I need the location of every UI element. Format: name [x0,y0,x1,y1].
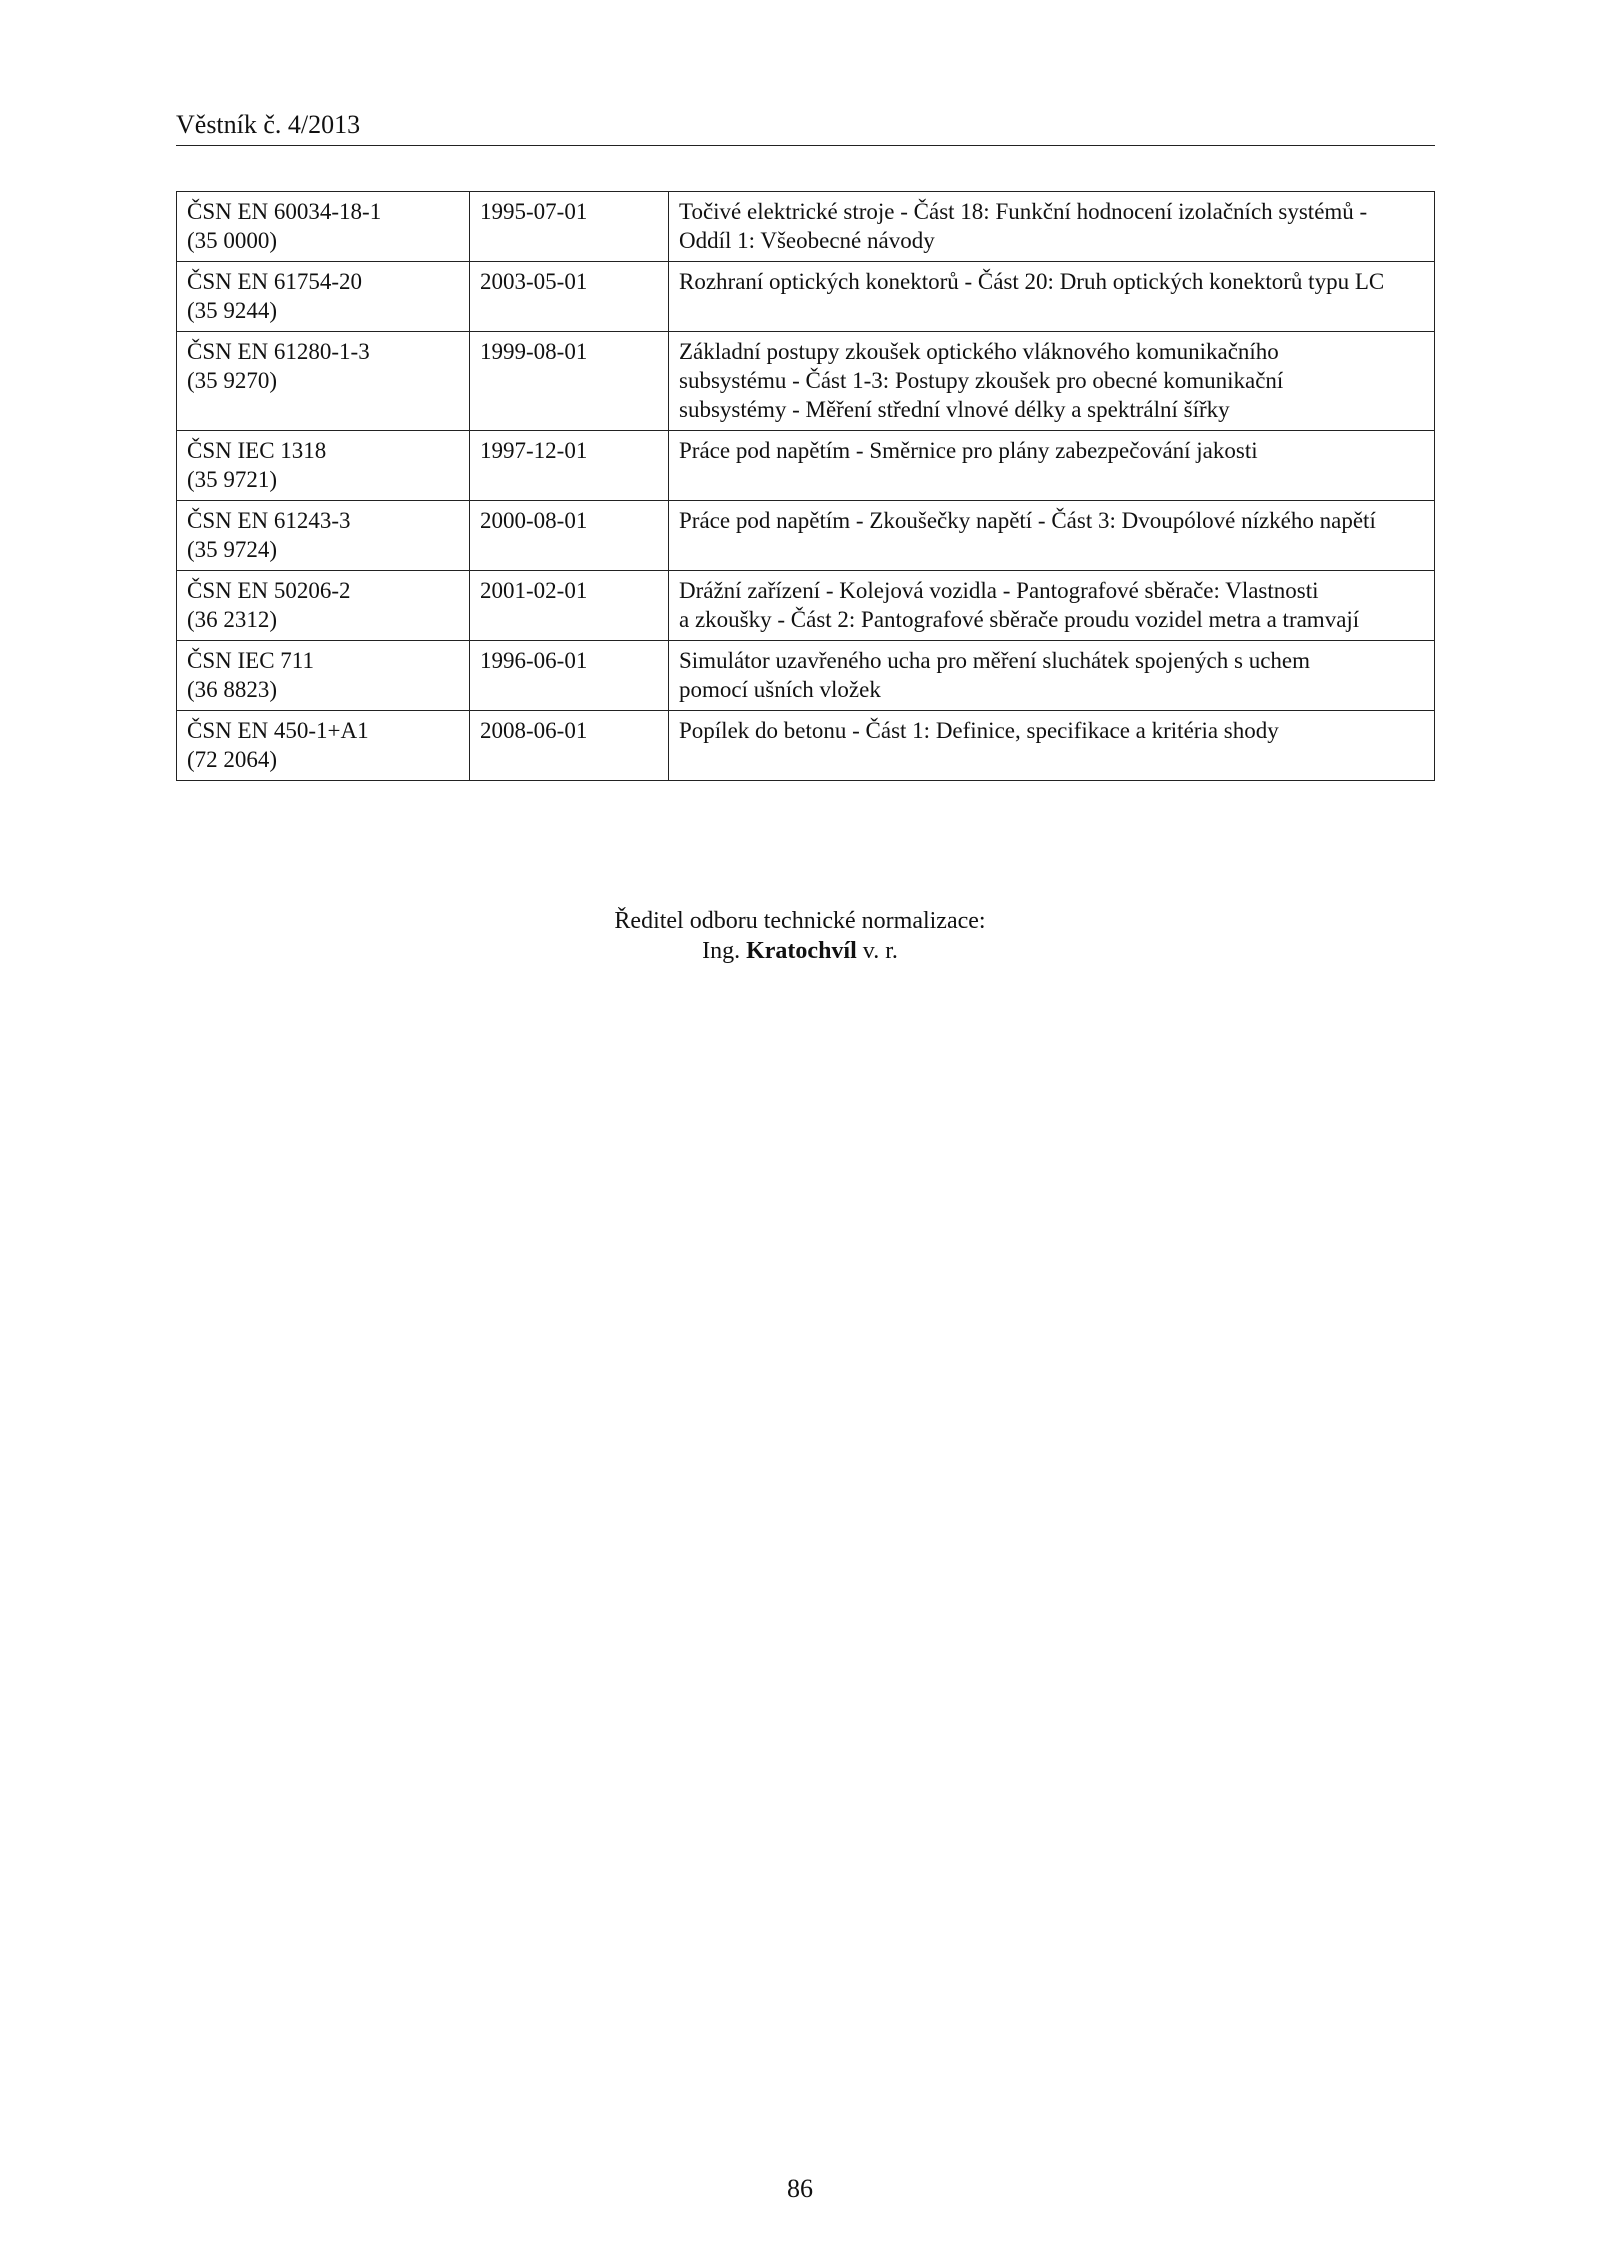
classification-number: (35 9244) [187,298,278,323]
norms-table [176,191,1435,781]
standard-title-cell [669,332,1435,431]
effective-date: 2008-06-01 [480,718,588,743]
standard-code: ČSN EN 61754-20 [187,269,363,294]
standard-title-line: Práce pod napětím - Zkoušečky napětí - Část 3: Dvoupólové nízkého napětí [679,508,1376,533]
standard-title-cell [669,571,1435,641]
table-row [177,332,1435,431]
signature-prefix: Ing. [702,938,741,964]
standard-title-cell [669,501,1435,571]
table-row [177,571,1435,641]
effective-date: 2003-05-01 [480,269,588,294]
standard-title-line: subsystémy - Měření střední vlnové délky a spektrální šířky [679,397,1230,422]
norms-table-body [177,192,1435,781]
standard-code-cell [177,262,470,332]
standard-title-line: Základní postupy zkoušek optického vláknového komunikačního [679,339,1279,364]
standard-title-line: a zkoušky - Část 2: Pantografové sběrače proudu vozidel metra a tramvají [679,607,1360,632]
standard-title-line: Točivé elektrické stroje - Část 18: Funkční hodnocení izolačních systémů - [679,199,1368,224]
standard-title-line: Rozhraní optických konektorů - Část 20: Druh optických konektorů typu LC [679,269,1385,294]
standard-code: ČSN EN 61280-1-3 [187,339,370,364]
standard-code: ČSN IEC 711 [187,648,314,673]
date-cell [470,641,669,711]
table-row [177,192,1435,262]
standard-code: ČSN IEC 1318 [187,438,327,463]
signature-block [0,906,1600,966]
standard-title-line: subsystému - Část 1-3: Postupy zkoušek pro obecné komunikační [679,368,1284,393]
standard-code: ČSN EN 50206-2 [187,578,351,603]
standard-title-cell [669,262,1435,332]
standard-title-line: Oddíl 1: Všeobecné návody [679,228,935,253]
effective-date: 2000-08-01 [480,508,588,533]
classification-number: (36 8823) [187,677,278,702]
signature-name-line [0,936,1600,966]
standard-title-line: Práce pod napětím - Směrnice pro plány zabezpečování jakosti [679,438,1258,463]
standard-title-line: Simulátor uzavřeného ucha pro měření sluchátek spojených s uchem [679,648,1311,673]
standard-title-line: Drážní zařízení - Kolejová vozidla - Pantografové sběrače: Vlastnosti [679,578,1319,603]
standard-title-line: Popílek do betonu - Část 1: Definice, specifikace a kritéria shody [679,718,1279,743]
standard-title-line: pomocí ušních vložek [679,677,881,702]
standard-code-cell [177,641,470,711]
signature-suffix: v. r. [862,938,898,964]
classification-number: (35 0000) [187,228,278,253]
classification-number: (72 2064) [187,747,278,772]
signature-role: Ředitel odboru technické normalizace: [614,908,986,934]
table-row [177,711,1435,781]
table-row [177,641,1435,711]
date-cell [470,711,669,781]
header-rule [176,145,1435,146]
standard-code-cell [177,192,470,262]
classification-number: (35 9721) [187,467,278,492]
date-cell [470,332,669,431]
page-header: Věstník č. 4/2013 [176,110,361,139]
date-cell [470,192,669,262]
standard-code: ČSN EN 450-1+A1 [187,718,369,743]
effective-date: 1996-06-01 [480,648,588,673]
date-cell [470,501,669,571]
classification-number: (35 9270) [187,368,278,393]
standard-code-cell [177,501,470,571]
classification-number: (36 2312) [187,607,278,632]
effective-date: 1995-07-01 [480,199,588,224]
page-number: 86 [787,2174,813,2203]
signature-name: Kratochvíl [746,938,857,964]
effective-date: 2001-02-01 [480,578,588,603]
standard-code-cell [177,571,470,641]
standard-code-cell [177,431,470,501]
date-cell [470,262,669,332]
table-row [177,431,1435,501]
standard-code-cell [177,711,470,781]
effective-date: 1999-08-01 [480,339,588,364]
standard-title-cell [669,641,1435,711]
table-row [177,262,1435,332]
date-cell [470,431,669,501]
standard-title-cell [669,431,1435,501]
standard-code-cell [177,332,470,431]
effective-date: 1997-12-01 [480,438,588,463]
classification-number: (35 9724) [187,537,278,562]
date-cell [470,571,669,641]
standard-title-cell [669,711,1435,781]
standard-code: ČSN EN 60034-18-1 [187,199,382,224]
standard-code: ČSN EN 61243-3 [187,508,351,533]
standard-title-cell [669,192,1435,262]
table-row [177,501,1435,571]
